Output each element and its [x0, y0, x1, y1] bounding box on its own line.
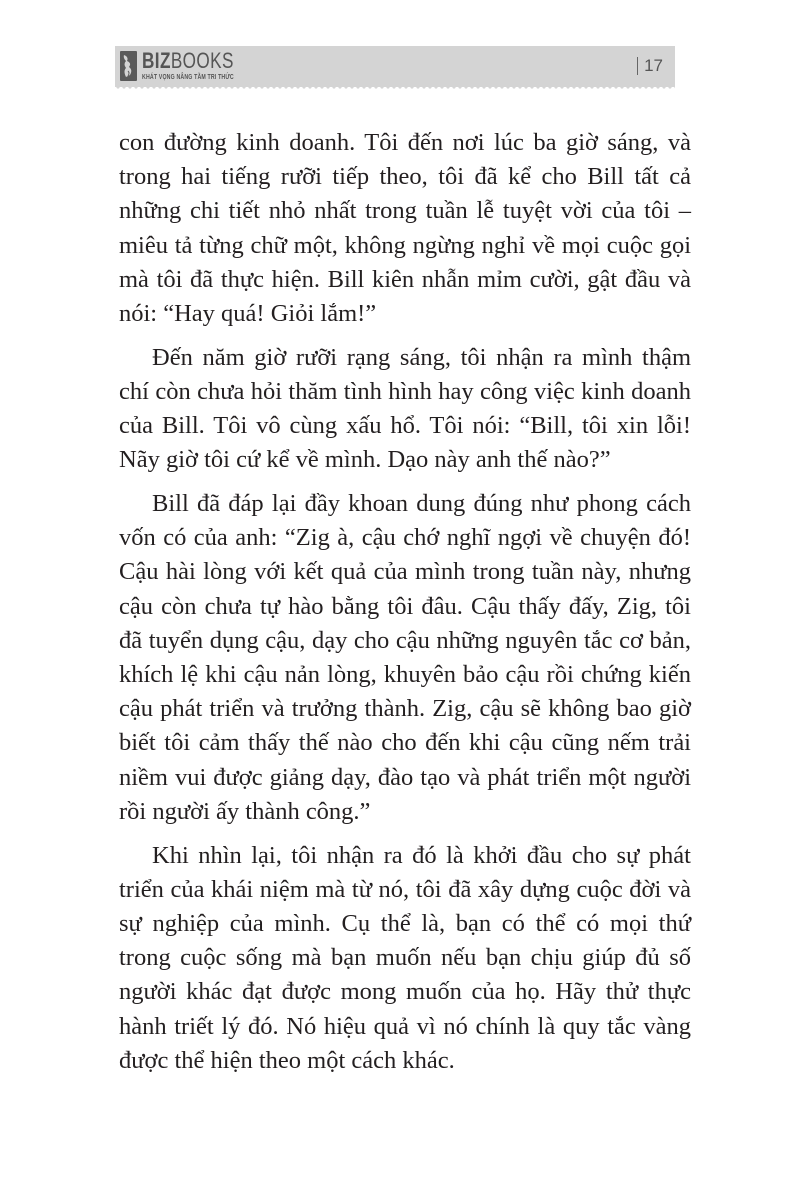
paragraph-4: Khi nhìn lại, tôi nhận ra đó là khởi đầu cho sự phát triển của khái niệm mà từ nó, tôi đã xây dựng cuộc đời và sự nghiệp của mình. Cụ thể là, bạn có thể có mọi thứ trong cuộc sống mà bạn muốn nếu bạn chịu giúp đủ số người khác đạt được mong muốn của họ. Hãy thử thực hành triết lý đó. Nó hiệu quả vì nó chính là quy tắc vàng được thể hiện theo một cách khác.: [119, 841, 691, 1074]
body-text: [119, 126, 691, 1087]
paragraph-3: Bill đã đáp lại đầy khoan dung đúng như phong cách vốn có của anh: “Zig à, cậu chớ nghĩ ngợi về chuyện đó! Cậu hài lòng với kết quả của mình trong tuần này, nhưng cậu còn chưa tự hào bằng tôi đâu. Cậu thấy đấy, Zig, tôi đã tuyển dụng cậu, dạy cho cậu những nguyên tắc cơ bản, khích lệ khi cậu nản lòng, khuyên bảo cậu rồi chứng kiến cậu phát triển và trưởng thành. Zig, cậu sẽ không bao giờ biết tôi cảm thấy thế nào cho đến khi cậu cũng nếm trải niềm vui được giảng dạy, đào tạo và phát triển một người rồi người ấy thành công.”: [119, 490, 691, 825]
brand-name: BIZBOOKS: [142, 48, 234, 73]
paragraph-2: Đến năm giờ rưỡi rạng sáng, tôi nhận ra mình thậm chí còn chưa hỏi thăm tình hình hay công việc kinh doanh của Bill. Tôi vô cùng xấu hổ. Tôi nói: “Bill, tôi xin lỗi! Nãy giờ tôi cứ kể về mình. Dạo này anh thế nào?”: [119, 343, 691, 474]
page-number: [637, 56, 663, 76]
bizbooks-logo: [120, 50, 264, 84]
brand-tagline: KHÁT VỌNG NÂNG TẦM TRI THỨC: [142, 74, 234, 81]
page-header: [115, 46, 675, 87]
paragraph-1: con đường kinh doanh. Tôi đến nơi lúc ba giờ sáng, và trong hai tiếng rưỡi tiếp theo, tôi đã kể cho Bill tất cả những chi tiết nhỏ nhất trong tuần lễ tuyệt vời của tôi – miêu tả từng chữ một, không ngừng nghỉ về mọi cuộc gọi mà tôi đã thực hiện. Bill kiên nhẫn mỉm cười, gật đầu và nói: “Hay quá! Giỏi lắm!”: [119, 129, 691, 328]
book-flame-logo-icon: [120, 51, 137, 81]
page-number-value: 17: [644, 56, 663, 75]
divider: [637, 57, 638, 75]
